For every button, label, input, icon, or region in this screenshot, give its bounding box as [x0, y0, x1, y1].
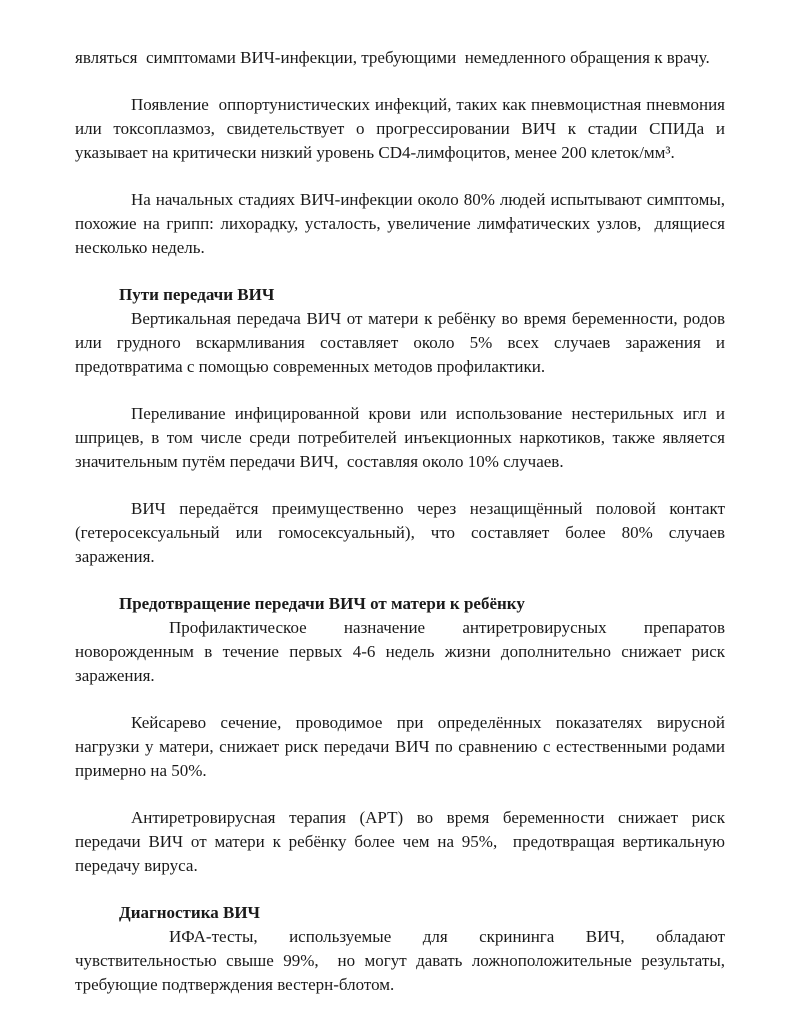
- paragraph-early-stage-symptoms: На начальных стадиях ВИЧ-инфекции около 80% людей испытывают симптомы, похожие на грипп: лихорадку, усталость, увеличение лимфатических узлов, длящиеся несколько недель.: [75, 190, 730, 257]
- section-heading-mother-child-prevention: Предотвращение передачи ВИЧ от матери к ребёнку: [119, 594, 525, 613]
- paragraph-elisa-tests: ИФА-тесты, используемые для скрининга ВИЧ, обладают чувствительностью свыше 99%, но могут давать ложноположительные результаты, требующие подтверждения вестерн-блотом.: [75, 927, 730, 994]
- paragraph-newborn-prophylaxis: Профилактическое назначение антиретровирусных препаратов новорожденным в течение первых 4-6 недель жизни дополнительно снижает риск заражения.: [75, 618, 730, 685]
- paragraph-art-pregnancy: Антиретровирусная терапия (АРТ) во время беременности снижает риск передачи ВИЧ от матери к ребёнку более чем на 95%, предотвращая вертикальную передачу вируса.: [75, 808, 730, 875]
- document-body: [75, 46, 730, 1020]
- section-heading-diagnostics: Диагностика ВИЧ: [119, 903, 261, 922]
- paragraph-opportunistic-infections: Появление оппортунистических инфекций, таких как пневмоцистная пневмония или токсоплазмоз, свидетельствует о прогрессировании ВИЧ к стадии СПИДа и указывает на критически низкий уровень CD4-лимфоцитов, менее 200 клеток/мм³.: [75, 95, 730, 162]
- section-heading-transmission: Пути передачи ВИЧ: [119, 285, 275, 304]
- paragraph-caesarean-section: Кейсарево сечение, проводимое при определённых показателях вирусной нагрузки у матери, снижает риск передачи ВИЧ по сравнению с естественными родами примерно на 50%.: [75, 713, 730, 780]
- paragraph-blood-transmission: Переливание инфицированной крови или использование нестерильных игл и шприцев, в том числе среди потребителей инъекционных наркотиков, также является значительным путём передачи ВИЧ, составляя около 10% случаев.: [75, 404, 730, 471]
- paragraph-symptoms-continued: являться симптомами ВИЧ-инфекции, требующими немедленного обращения к врачу.: [75, 48, 710, 67]
- paragraph-vertical-transmission: Вертикальная передача ВИЧ от матери к ребёнку во время беременности, родов или грудного вскармливания составляет около 5% всех случаев заражения и предотвратима с помощью современных методов профилактики.: [75, 309, 730, 376]
- paragraph-sexual-transmission: ВИЧ передаётся преимущественно через незащищённый половой контакт (гетеросексуальный или гомосексуальный), что составляет более 80% случаев заражения.: [75, 499, 730, 566]
